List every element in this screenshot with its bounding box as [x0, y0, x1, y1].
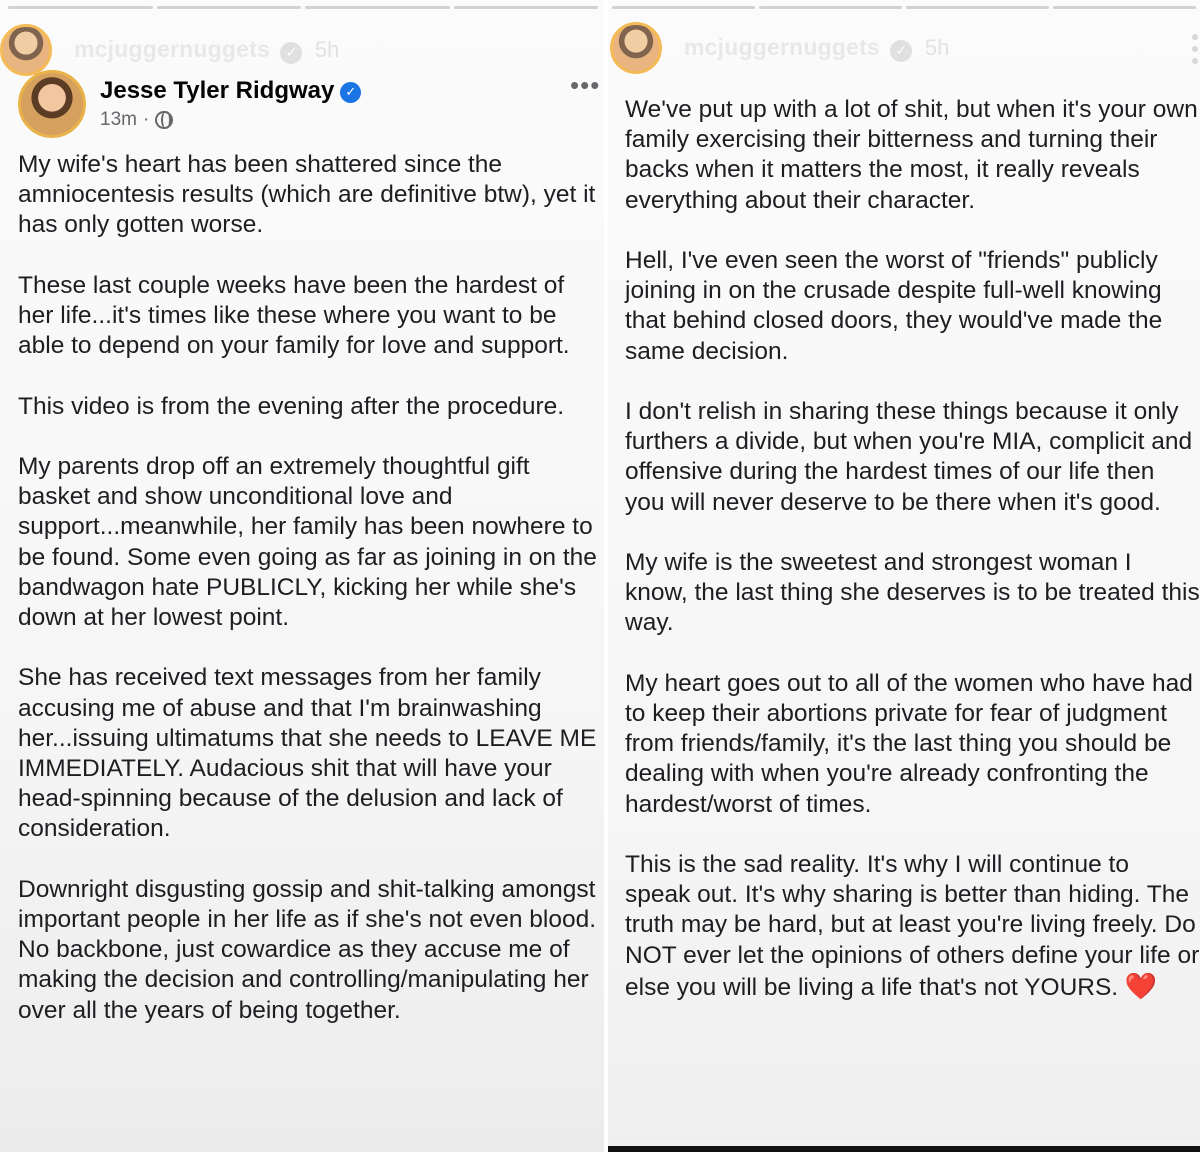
post-paragraph: These last couple weeks have been the hardest of her life...it's times like these where you want to be able to depend on your family for love and support. — [18, 271, 570, 360]
post-paragraph: We've put up with a lot of shit, but when it's your own family exercising their bitterness and turning their backs when it matters the most, it really reveals everything about their character. — [625, 96, 1198, 214]
post-paragraph-text: This is the sad reality. It's why I will continue to speak out. It's why sharing is better than hiding. The truth may be hard, but at least you're living freely. Do NOT ever let the opinions of others define your life or else you will be living a life that's not YOURS. — [625, 851, 1200, 1001]
post-text — [625, 95, 1200, 1033]
bottom-bar — [608, 1146, 1200, 1152]
post-paragraph-last — [625, 850, 1200, 1003]
post-text — [18, 150, 602, 1056]
story-progress-bar — [8, 6, 598, 9]
post-paragraph: I don't relish in sharing these things because it only furthers a divide, but when you're MIA, complicit and offensive during the hardest times of our life then you will never deserve to be there when it's good. — [625, 398, 1193, 516]
story-time: 5h — [314, 37, 340, 63]
story-avatar[interactable] — [610, 22, 662, 74]
verified-badge-icon: ✓ — [280, 42, 302, 64]
post-paragraph: Hell, I've even seen the worst of "friends" publicly joining in on the crusade despite full-well knowing that behind closed doors, they would've made the same decision. — [625, 247, 1163, 365]
author-avatar[interactable] — [18, 70, 86, 138]
post-paragraph: My wife's heart has been shattered since the amniocentesis results (which are definitive btw), yet it has only gotten worse. — [18, 151, 596, 239]
post-paragraph: Downright disgusting gossip and shit-talking amongst important people in her life as if she's not even blood. No backbone, just cowardice as they accuse me of making the decision and controlling/manipulating her over all the years of being together. — [18, 875, 597, 1024]
post-paragraph: My parents drop off an extremely thoughtful gift basket and show unconditional love and support...meanwhile, her family has been nowhere to be found. Some even going as far as joining in on the bandwagon hate PUBLICLY, kicking her while she's down at her lowest point. — [18, 452, 597, 631]
post-paragraph: My heart goes out to all of the women who have had to keep their abortions private for fear of judgment from friends/family, it's the last thing you should be dealing with when you're already confronting the hardest/worst of times. — [625, 669, 1193, 818]
post-paragraph: She has received text messages from her family accusing me of abuse and that I'm brainwashing her...issuing ultimatums that she needs to LEAVE ME IMMEDIATELY. Audacious shit that will have your head-spinning because of the delusion and lack of consideration. — [18, 664, 597, 843]
verified-badge-icon: ✓ — [890, 40, 912, 62]
story-username[interactable]: mcjuggernuggets — [74, 36, 270, 63]
post-paragraph: This video is from the evening after the procedure. — [18, 392, 565, 420]
heart-emoji-icon: ❤️ — [1124, 970, 1158, 1001]
post-paragraph: My wife is the sweetest and strongest woman I know, the last thing she deserves is to be treated this way. — [625, 549, 1200, 637]
post-header — [18, 70, 361, 138]
more-options-icon[interactable]: ••• — [570, 70, 601, 100]
public-globe-icon — [155, 111, 173, 129]
story-username[interactable]: mcjuggernuggets — [684, 34, 880, 61]
story-progress-bar — [612, 6, 1196, 9]
author-name[interactable]: Jesse Tyler Ridgway — [100, 77, 335, 104]
story-panel-right — [608, 0, 1200, 1152]
story-header — [610, 22, 949, 74]
story-header — [0, 24, 339, 76]
story-avatar[interactable] — [0, 24, 52, 76]
verified-badge-icon: ✓ — [340, 82, 361, 103]
meta-separator: · — [142, 109, 150, 130]
story-time: 5h — [924, 35, 950, 61]
story-menu-icon[interactable] — [1192, 34, 1200, 64]
post-time[interactable]: 13m — [100, 109, 137, 130]
